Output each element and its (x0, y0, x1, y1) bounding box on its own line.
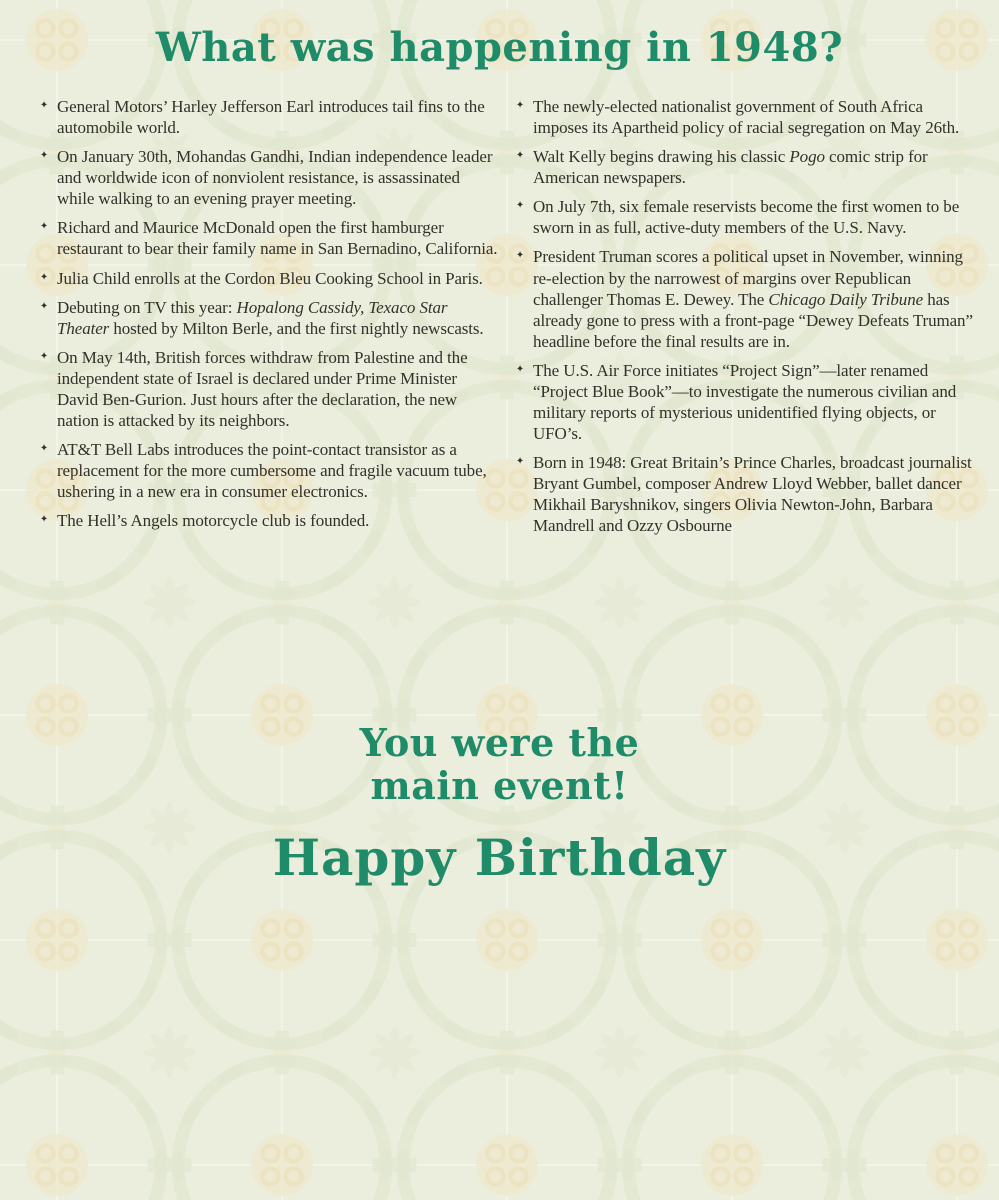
list-item-text: Debuting on TV this year: Hopalong Cassidy, Texaco Star Theater hosted by Milton Berle, and the first nightly newscasts. (57, 297, 484, 338)
list-item (514, 452, 974, 536)
events-column-left (38, 96, 498, 544)
list-item (38, 146, 498, 209)
list-item (38, 297, 498, 339)
list-item (514, 246, 974, 351)
list-item-text: The newly-elected nationalist government of South Africa imposes its Apartheid policy of racial segregation on May 26th. (533, 97, 960, 138)
list-item-text: AT&T Bell Labs introduces the point-contact transistor as a replacement for the more cumbersome and fragile vacuum tube, ushering in a new era in consumer electronics. (57, 440, 487, 502)
diamond-bullet-icon: ✦ (39, 350, 49, 362)
page-title: What was happening in 1948? (155, 24, 844, 71)
list-item-text: On January 30th, Mohandas Gandhi, Indian independence leader and worldwide icon of nonviolent resistance, is assassinated while walking to an evening prayer meeting. (57, 147, 493, 209)
diamond-bullet-icon: ✦ (515, 100, 525, 111)
happy-birthday-headline: Happy Birthday (272, 828, 727, 887)
diamond-bullet-icon: ✦ (39, 514, 49, 526)
list-item-text: On July 7th, six female reservists become the first women to be sworn in as full, active-duty members of the U.S. Navy. (533, 197, 960, 238)
list-item (514, 146, 974, 188)
list-item-text: Born in 1948: Great Britain’s Prince Charles, broadcast journalist Bryant Gumbel, composer Andrew Lloyd Webber, ballet dancer Mikhail Baryshnikov, singers Olivia Newton-John, Barbara Mandrell and Ozzy Osbourne (533, 453, 972, 536)
diamond-bullet-icon: ✦ (39, 100, 49, 111)
footer-message (0, 722, 999, 807)
list-item (38, 268, 498, 289)
list-item-text: On May 14th, British forces withdraw from Palestine and the independent state of Israel is declared under Prime Minister David Ben-Gurion. Just hours after the declaration, the new nation is attacked by its neighbors. (57, 347, 468, 431)
list-item-text: The Hell’s Angels motorcycle club is founded. (57, 511, 370, 531)
list-item-text: Walt Kelly begins drawing his classic Pogo comic strip for American newspapers. (533, 147, 928, 188)
diamond-bullet-icon: ✦ (515, 150, 525, 162)
diamond-bullet-icon: ✦ (515, 250, 525, 262)
list-item (514, 360, 974, 444)
list-item (38, 347, 498, 431)
list-item-text: Julia Child enrolls at the Cordon Bleu Cooking School in Paris. (57, 268, 483, 288)
list-item-text: Richard and Maurice McDonald open the first hamburger restaurant to bear their family name in San Bernadino, California. (57, 218, 498, 259)
list-item-text: President Truman scores a political upset in November, winning re-election by the narrowest of margins over Republican challenger Thomas E. Dewey. The Chicago Daily Tribune has already gone to press with a front-page “Dewey Defeats Truman” headline before the final results are in. (533, 247, 973, 351)
events-column-right (514, 96, 974, 544)
diamond-bullet-icon: ✦ (39, 300, 49, 312)
events-columns (38, 96, 976, 544)
list-item (514, 96, 974, 138)
list-item (38, 217, 498, 259)
diamond-bullet-icon: ✦ (39, 221, 49, 233)
list-item (38, 96, 498, 138)
footer-message-line1: You were the (359, 720, 640, 765)
list-item-text: General Motors’ Harley Jefferson Earl introduces tail fins to the automobile world. (57, 97, 485, 138)
diamond-bullet-icon: ✦ (515, 200, 525, 212)
diamond-bullet-icon: ✦ (39, 150, 49, 162)
diamond-bullet-icon: ✦ (39, 443, 49, 455)
footer-message-line2: main event! (370, 762, 629, 808)
diamond-bullet-icon: ✦ (515, 456, 525, 468)
diamond-bullet-icon: ✦ (515, 363, 525, 375)
diamond-bullet-icon: ✦ (39, 271, 49, 283)
list-item (514, 196, 974, 238)
list-item (38, 510, 498, 531)
list-item-text: The U.S. Air Force initiates “Project Sign”—later renamed “Project Blue Book”—to investigate the numerous civilian and military reports of mysterious unidentified flying objects, or UFO’s. (533, 360, 957, 444)
list-item (38, 439, 498, 502)
